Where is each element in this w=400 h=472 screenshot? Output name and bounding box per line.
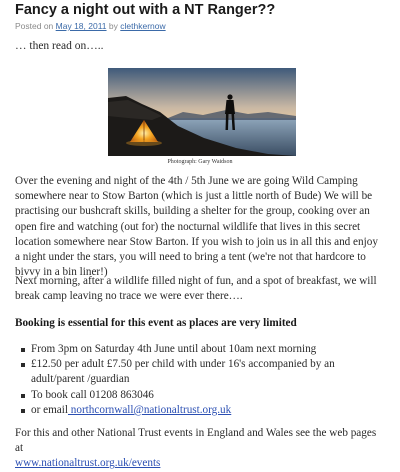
footer-text — [15, 426, 385, 472]
event-description: Over the evening and night of the 4th / 5th June we are going Wild Camping somewhere near to Stow Barton (which is just a little north of Bude) We will be practising our bushcraft skills, building a shelter for the group, cooking over an open fire and watching (out for) the nocturnal wildlife that lives in this secret location somewhere near Stow Barton. If you wish to join us in all this and enjoy a night under the stars, you will need to bring a tent (we're not that hardcore to bivvy in a bin liner!) — [15, 175, 378, 279]
post-title[interactable]: Fancy a night out with a NT Ranger?? — [15, 2, 276, 18]
author-link[interactable]: clethkernow — [120, 21, 166, 31]
bullet-icon — [21, 394, 25, 398]
next-morning-text: Next morning, after a wildlife filled night of fun, and a spot of breakfast, we will break camp leaving no trace we were ever there…. — [15, 275, 377, 303]
bullet-icon — [21, 363, 25, 367]
post-date-link[interactable]: May 18, 2011 — [55, 21, 107, 31]
footer-label: For this and other National Trust events in England and Wales see the web pages at — [15, 427, 377, 455]
booking-heading: Booking is essential for this event as places are very limited — [15, 317, 297, 329]
price-text: £12.50 per adult £7.50 per child with under 16's accompanied by an adult/parent /guardian — [31, 358, 335, 386]
camping-photo-image — [108, 68, 296, 156]
bullet-icon — [21, 348, 25, 352]
camping-photo — [108, 68, 296, 156]
list-item-price — [15, 357, 385, 387]
event-details-list — [15, 342, 385, 418]
by-label: by — [108, 21, 118, 31]
list-item-email — [15, 403, 385, 418]
list-item-time — [15, 342, 385, 357]
email-prefix: or email — [31, 403, 68, 416]
email-link[interactable]: northcornwall@nationaltrust.org.uk — [67, 403, 232, 416]
time-text: From 3pm on Saturday 4th June until about 10am next morning — [31, 343, 317, 355]
photo-credit: Photograph: Gary Waidson — [167, 159, 233, 165]
list-item-phone — [15, 388, 385, 403]
intro-text: … then read on….. — [15, 40, 104, 52]
bullet-icon — [21, 409, 25, 413]
post-meta — [15, 21, 166, 31]
phone-text: To book call 01208 863046 — [31, 388, 154, 401]
posted-on-label: Posted on — [15, 21, 54, 31]
events-link[interactable]: www.nationaltrust.org.uk/events — [15, 457, 161, 470]
